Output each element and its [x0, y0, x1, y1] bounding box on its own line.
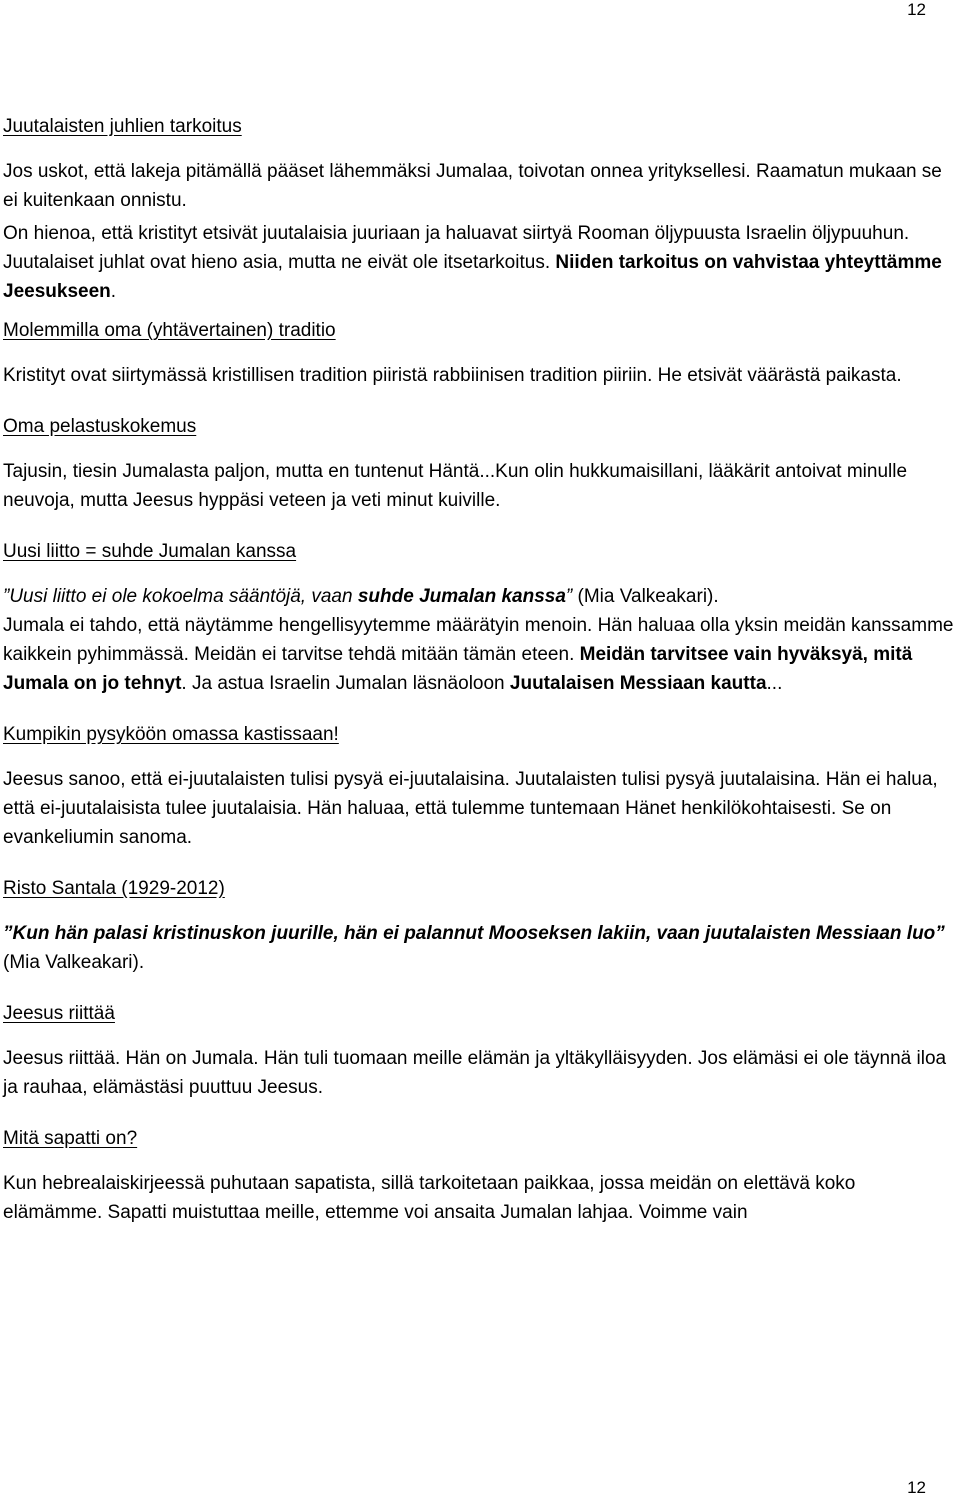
paragraph-text: Jumala ei tahdo, että näytämme hengellisyytemme määrätyin menoin. Hän haluaa olla yksin meidän kanssamme kaikkein pyhimmässä. Meidän ei tarvitse tehdä mitään tämän eteen. — [3, 615, 954, 665]
section-sapatti — [3, 1124, 957, 1227]
section-pelastuskokemus — [3, 412, 957, 515]
section-kastissaan — [3, 720, 957, 852]
paragraph — [3, 219, 957, 306]
punctuation: . — [110, 281, 117, 302]
section-heading: Molemmilla oma (yhtävertainen) traditio — [3, 320, 336, 341]
quote-text: ”Kun hän palasi kristinuskon juurille, hän ei palannut Mooseksen lakiin, vaan juutalaisten Messiaan luo” — [3, 923, 945, 944]
document-body — [3, 112, 957, 1227]
quote — [3, 582, 957, 611]
paragraph — [3, 611, 957, 698]
paragraph: Kristityt ovat siirtymässä kristillisen tradition piiristä rabbiinisen tradition piiriin. He etsivät väärästä paikasta. — [3, 365, 902, 386]
section-heading: Jeesus riittää — [3, 1003, 115, 1024]
paragraph: Kun hebrealaiskirjeessä puhutaan sapatista, sillä tarkoitetaan paikkaa, jossa meidän on elettävä koko elämämme. Sapatti muistuttaa meille, ettemme voi ansaita Jumalan lahjaa. Voimme vain — [3, 1173, 856, 1223]
quote-emphasis: suhde Jumalan kanssa — [357, 586, 566, 607]
page-number-bottom: 12 — [907, 1478, 926, 1497]
section-heading: Risto Santala (1929-2012) — [3, 878, 225, 899]
paragraph: Jos uskot, että lakeja pitämällä pääset lähemmäksi Jumalaa, toivotan onnea yrityksellesi. Raamatun mukaan se ei kuitenkaan onnistu. — [3, 161, 942, 211]
quote-text: ”Uusi liitto ei ole kokoelma sääntöjä, vaan — [3, 586, 358, 607]
section-heading: Kumpikin pysyköön omassa kastissaan! — [3, 724, 339, 745]
section-heading: Juutalaisten juhlien tarkoitus — [3, 116, 242, 137]
quote — [3, 919, 957, 977]
section-heading: Mitä sapatti on? — [3, 1128, 138, 1149]
section-heading: Uusi liitto = suhde Jumalan kanssa — [3, 541, 297, 562]
section-jeesus-riittaa — [3, 999, 957, 1102]
quote-mark: ” — [565, 586, 573, 607]
section-heading: Oma pelastuskokemus — [3, 416, 197, 437]
section-risto-santala — [3, 874, 957, 977]
section-uusi-liitto — [3, 537, 957, 698]
page-number-top: 12 — [907, 0, 926, 19]
paragraph-text: ... — [766, 673, 783, 694]
paragraph: Jeesus riittää. Hän on Jumala. Hän tuli tuomaan meille elämän ja yltäkylläisyyden. Jos elämäsi ei ole täynnä iloa ja rauhaa, elämästäsi puuttuu Jeesus. — [3, 1048, 947, 1098]
quote-attribution: (Mia Valkeakari). — [3, 952, 145, 973]
emphasis-text: Juutalaisen Messiaan kautta — [509, 673, 767, 694]
section-traditio — [3, 316, 957, 390]
paragraph-text: . Ja astua Israelin Jumalan läsnäoloon — [181, 673, 510, 694]
paragraph: Jeesus sanoo, että ei-juutalaisten tulisi pysyä ei-juutalaisina. Juutalaisten tulisi pysyä juutalaisina. Hän ei halua, että ei-juutalaisista tulee juutalaisia. Hän haluaa, että tulemme tuntemaan Hänet henkilökohtaisesti. Se on evankeliumin sanoma. — [3, 769, 938, 848]
section-juhlien-tarkoitus — [3, 112, 957, 306]
emphasis-text: Meidän tarvitsee vain hyväksyä, mitä Jumala on jo tehnyt — [3, 644, 913, 694]
emphasis-text: Niiden tarkoitus on vahvistaa yhteyttämme Jeesukseen — [3, 252, 942, 302]
quote-attribution: (Mia Valkeakari). — [572, 586, 719, 607]
paragraph: Tajusin, tiesin Jumalasta paljon, mutta en tuntenut Häntä...Kun olin hukkumaisillani, lääkärit antoivat minulle neuvoja, mutta Jeesus hyppäsi veteen ja veti minut kuiville. — [3, 461, 908, 511]
paragraph-text: On hienoa, että kristityt etsivät juutalaisia juuriaan ja haluavat siirtyä Rooman öljypuusta Israelin öljypuuhun. Juutalaiset juhlat ovat hieno asia, mutta ne eivät ole itsetarkoitus. — [3, 223, 910, 273]
